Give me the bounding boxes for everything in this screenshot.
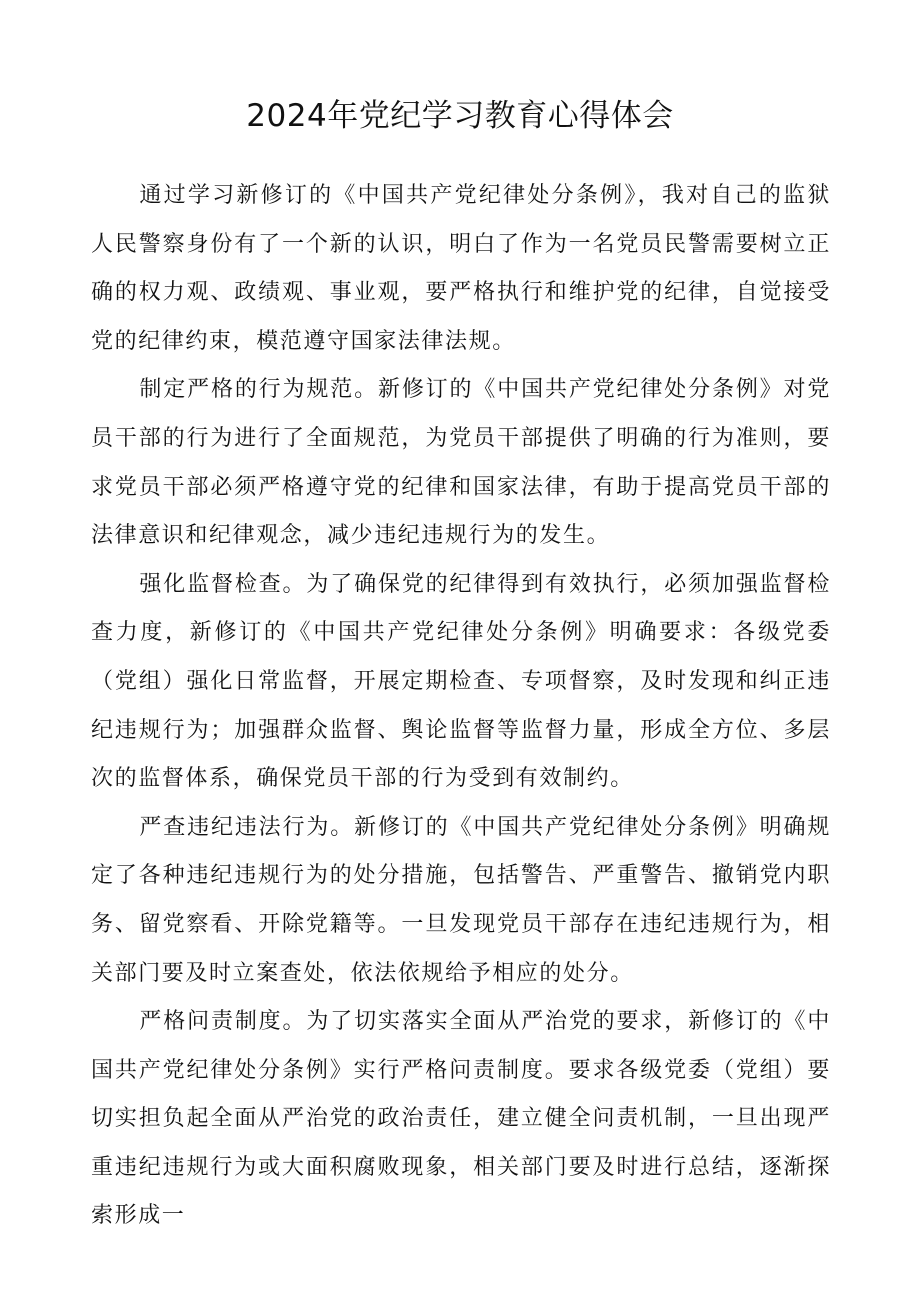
paragraph-supervision: 强化监督检查。为了确保党的纪律得到有效执行，必须加强监督检查力度，新修订的《中国共产党纪律处分条例》明确要求：各级党委（党组）强化日常监督，开展定期检查、专项督察，及时发现和纠正违纪违规行为；加强群众监督、舆论监督等监督力量，形成全方位、多层次的监督体系，确保党员干部的行为受到有效制约。 — [91, 571, 831, 792]
document-body — [91, 172, 831, 1241]
paragraph-intro: 通过学习新修订的《中国共产党纪律处分条例》，我对自己的监狱人民警察身份有了一个新的认识，明白了作为一名党员民警需要树立正确的权力观、政绩观、事业观，要严格执行和维护党的纪律，自觉接受党的纪律约束，模范遵守国家法律法规。 — [91, 183, 831, 354]
paragraph-accountability: 严格问责制度。为了切实落实全面从严治党的要求，新修订的《中国共产党纪律处分条例》实行严格问责制度。要求各级党委（党组）要切实担负起全面从严治党的政治责任，建立健全问责机制，一旦出现严重违纪违规行为或大面积腐败现象，相关部门要及时进行总结，逐渐探索形成一 — [91, 1009, 831, 1229]
document-title: 2024年党纪学习教育心得体会 — [246, 98, 674, 134]
paragraph-investigation: 严查违纪违法行为。新修订的《中国共产党纪律处分条例》明确规定了各种违纪违规行为的处分措施，包括警告、严重警告、撤销党内职务、留党察看、开除党籍等。一旦发现党员干部存在违纪违规行为，相关部门要及时立案查处，依法依规给予相应的处分。 — [91, 814, 831, 986]
paragraph-behavior-norms: 制定严格的行为规范。新修订的《中国共产党纪律处分条例》对党员干部的行为进行了全面规范，为党员干部提供了明确的行为准则，要求党员干部必须严格遵守党的纪律和国家法律，有助于提高党员干部的法律意识和纪律观念，减少违纪违规行为的发生。 — [91, 377, 831, 549]
